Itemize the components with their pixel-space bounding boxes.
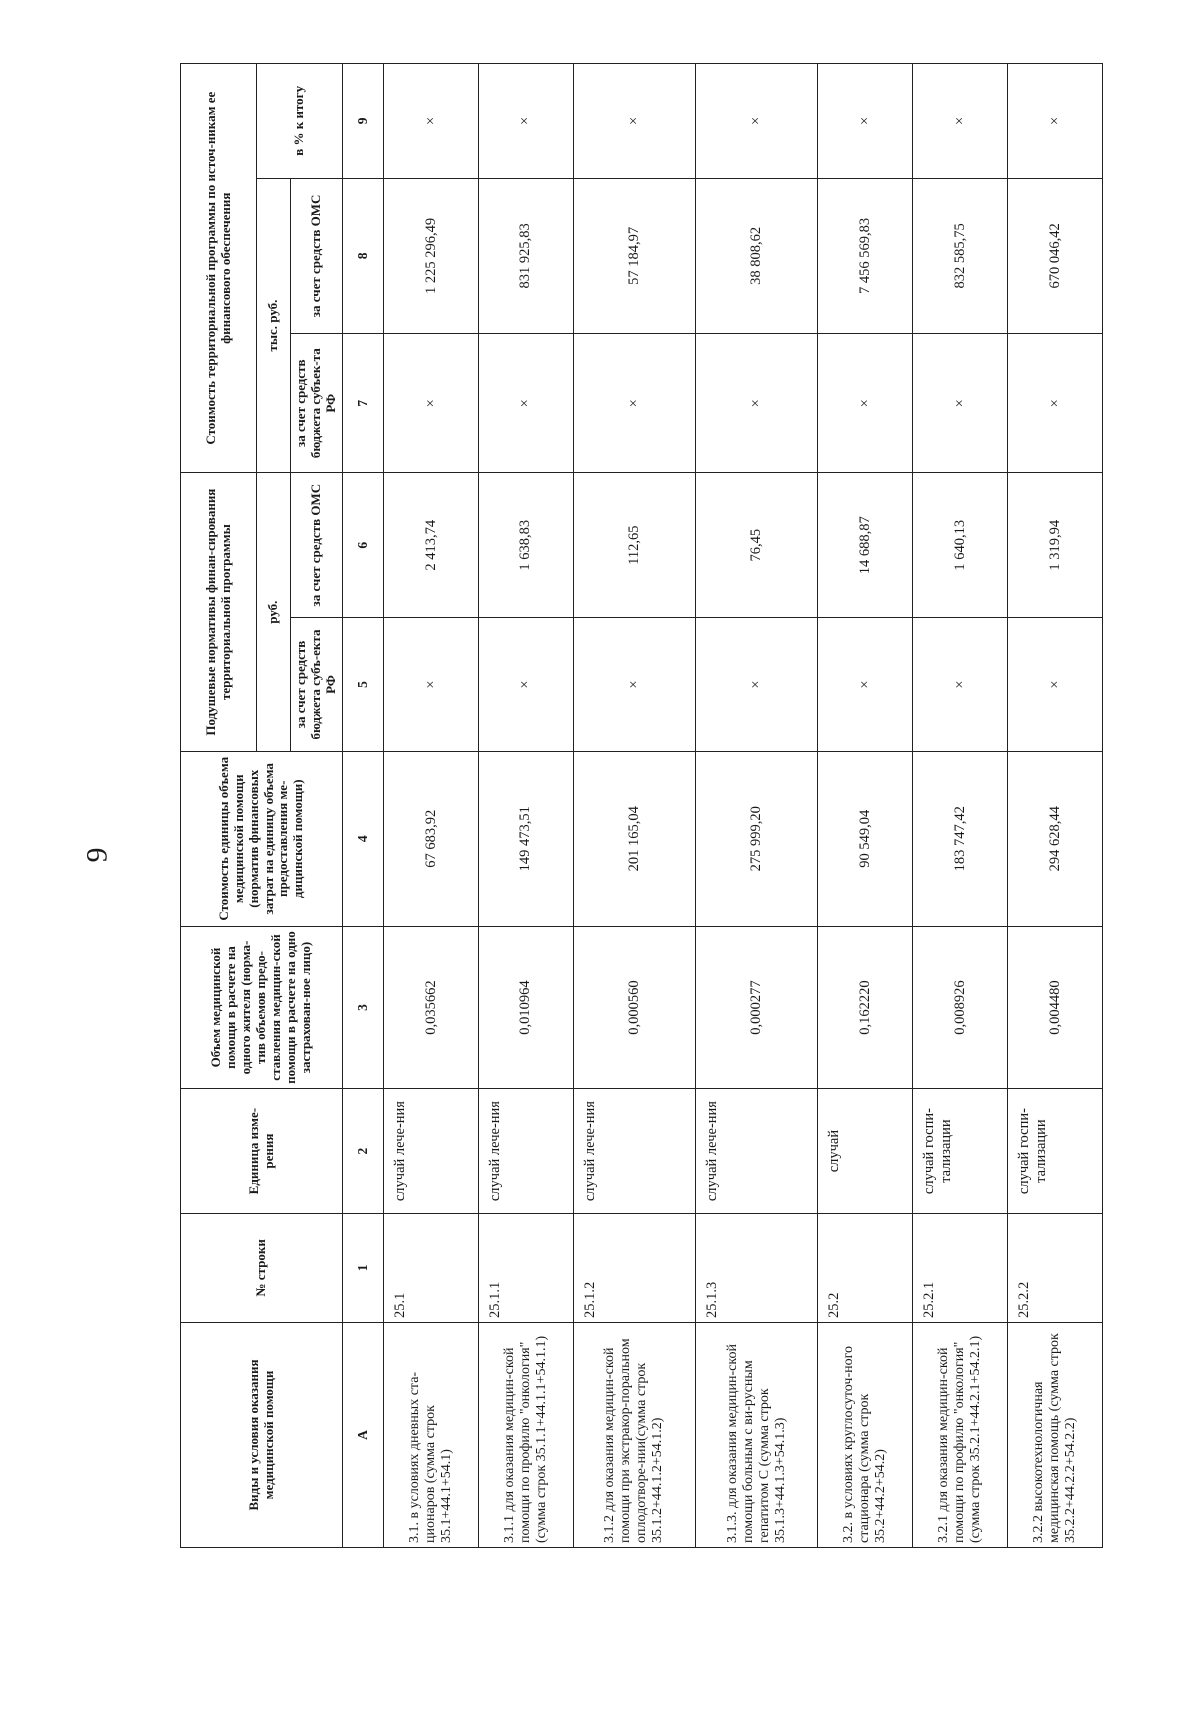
row-budget-cost: × <box>1008 334 1103 473</box>
row-budget: × <box>913 618 1008 752</box>
column-number: 1 <box>343 1213 384 1322</box>
column-number: 7 <box>343 334 384 473</box>
row-budget: × <box>818 618 913 752</box>
row-name: 3.1.2 для оказания медицин-ской помощи при экстракор-поральном оплодотворе-нии(сумма строк 35.1.2+44.1.2+54.1.2) <box>573 1323 695 1548</box>
row-budget: × <box>573 618 695 752</box>
header-volume: Объем медицинской помощи в расчете на одного жителя (норма-тив объемов предо-ставления медицин-ской помощи в расчете на одно застрахован-ное лицо) <box>181 926 343 1089</box>
row-unit-cost: 294 628,44 <box>1008 751 1103 926</box>
row-budget: × <box>1008 618 1103 752</box>
row-budget-cost: × <box>818 334 913 473</box>
row-oms-cost: 38 808,62 <box>696 178 818 333</box>
table-row <box>1008 64 1103 1548</box>
row-unit-cost: 90 549,04 <box>818 751 913 926</box>
row-name: 3.1. в условиях дневных ста-ционаров (сумма строк 35.1+44.1+54.1) <box>384 1323 479 1548</box>
row-volume: 0,000277 <box>696 926 818 1089</box>
row-code: 25.2 <box>818 1213 913 1322</box>
row-unit: случай лече-ния <box>573 1089 695 1213</box>
header-budget: за счет средств бюджета субъ-екта РФ <box>291 618 343 752</box>
page-number: 9 <box>80 847 114 863</box>
row-oms: 14 688,87 <box>818 473 913 618</box>
header-types-conditions: Виды и условия оказания медицинской помощи <box>181 1323 343 1548</box>
column-number: 5 <box>343 618 384 752</box>
row-budget: × <box>478 618 573 752</box>
row-oms-cost: 1 225 296,49 <box>384 178 479 333</box>
row-code: 25.1.3 <box>696 1213 818 1322</box>
table-row <box>818 64 913 1548</box>
row-code: 25.2.2 <box>1008 1213 1103 1322</box>
column-number: 9 <box>343 64 384 179</box>
financing-table-wrapper <box>180 63 1103 1548</box>
header-unit-rub: руб. <box>257 473 291 752</box>
column-number: 8 <box>343 178 384 333</box>
column-number: 2 <box>343 1089 384 1213</box>
header-budget-cost: за счет средств бюджета субъек-та РФ <box>291 334 343 473</box>
row-unit: случай <box>818 1089 913 1213</box>
row-oms-cost: 670 046,42 <box>1008 178 1103 333</box>
row-percent: × <box>818 64 913 179</box>
row-percent: × <box>573 64 695 179</box>
row-unit: случай госпи-тализации <box>913 1089 1008 1213</box>
column-number: 4 <box>343 751 384 926</box>
table-row <box>696 64 818 1548</box>
row-unit-cost: 275 999,20 <box>696 751 818 926</box>
header-oms-cost: за счет средств ОМС <box>291 178 343 333</box>
header-unit-thousand-rub: тыс. руб. <box>257 178 291 473</box>
row-name: 3.1.3. для оказания медицин-ской помощи больным с ви-русным гепатитом С (сумма строк 35.1.3+44.1.3+54.1.3) <box>696 1323 818 1548</box>
row-volume: 0,004480 <box>1008 926 1103 1089</box>
row-percent: × <box>1008 64 1103 179</box>
row-oms: 112,65 <box>573 473 695 618</box>
row-unit: случай лече-ния <box>696 1089 818 1213</box>
row-unit-cost: 67 683,92 <box>384 751 479 926</box>
row-percent: × <box>913 64 1008 179</box>
row-percent: × <box>384 64 479 179</box>
header-group-normatives: Подушевые нормативы финан-сирования территориальной программы <box>181 473 257 752</box>
row-oms-cost: 7 456 569,83 <box>818 178 913 333</box>
row-volume: 0,035662 <box>384 926 479 1089</box>
row-code: 25.1.2 <box>573 1213 695 1322</box>
column-number: 3 <box>343 926 384 1089</box>
header-unit: Единица изме-рения <box>181 1089 343 1213</box>
row-budget-cost: × <box>696 334 818 473</box>
row-oms-cost: 57 184,97 <box>573 178 695 333</box>
row-budget-cost: × <box>573 334 695 473</box>
row-oms: 1 638,83 <box>478 473 573 618</box>
row-name: 3.2.2 высокотехнологичная медицинская помощь (сумма строк 35.2.2+44.2.2+54.2.2) <box>1008 1323 1103 1548</box>
header-row-number: № строки <box>181 1213 343 1322</box>
financing-table <box>180 63 1103 1548</box>
row-code: 25.1 <box>384 1213 479 1322</box>
row-code: 25.1.1 <box>478 1213 573 1322</box>
row-oms: 1 319,94 <box>1008 473 1103 618</box>
row-name: 3.2. в условиях круглосуточ-ного стационара (сумма строк 35.2+44.2+54.2) <box>818 1323 913 1548</box>
column-number: А <box>343 1323 384 1548</box>
row-name: 3.2.1 для оказания медицин-ской помощи по профилю "онкология" (сумма строк 35.2.1+44.2.1+54.2.1) <box>913 1323 1008 1548</box>
row-unit-cost: 201 165,04 <box>573 751 695 926</box>
row-budget-cost: × <box>384 334 479 473</box>
row-oms-cost: 831 925,83 <box>478 178 573 333</box>
column-number-row <box>343 64 384 1548</box>
row-oms-cost: 832 585,75 <box>913 178 1008 333</box>
row-code: 25.2.1 <box>913 1213 1008 1322</box>
row-budget: × <box>696 618 818 752</box>
row-budget-cost: × <box>478 334 573 473</box>
row-name: 3.1.1 для оказания медицин-ской помощи по профилю "онкология" (сумма строк 35.1.1+44.1.1+54.1.1) <box>478 1323 573 1548</box>
row-volume: 0,000560 <box>573 926 695 1089</box>
column-number: 6 <box>343 473 384 618</box>
table-row <box>913 64 1008 1548</box>
row-volume: 0,008926 <box>913 926 1008 1089</box>
header-unit-cost: Стоимость единицы объема медицинской помощи (норматив финансовых затрат на единицу объема предоставления ме-дицинской помощи) <box>181 751 343 926</box>
table-row <box>478 64 573 1548</box>
row-percent: × <box>478 64 573 179</box>
row-unit-cost: 149 473,51 <box>478 751 573 926</box>
row-oms: 2 413,74 <box>384 473 479 618</box>
row-unit: случай госпи-тализации <box>1008 1089 1103 1213</box>
header-oms: за счет средств ОМС <box>291 473 343 618</box>
row-budget-cost: × <box>913 334 1008 473</box>
table-row <box>573 64 695 1548</box>
header-group-cost: Стоимость территориальной программы по источ-никам ее финансового обеспечения <box>181 64 257 473</box>
row-oms: 1 640,13 <box>913 473 1008 618</box>
table-row <box>384 64 479 1548</box>
header-percent: в % к итогу <box>257 64 343 179</box>
row-unit-cost: 183 747,42 <box>913 751 1008 926</box>
row-oms: 76,45 <box>696 473 818 618</box>
row-unit: случай лече-ния <box>478 1089 573 1213</box>
row-volume: 0,010964 <box>478 926 573 1089</box>
row-budget: × <box>384 618 479 752</box>
row-volume: 0,162220 <box>818 926 913 1089</box>
row-percent: × <box>696 64 818 179</box>
row-unit: случай лече-ния <box>384 1089 479 1213</box>
